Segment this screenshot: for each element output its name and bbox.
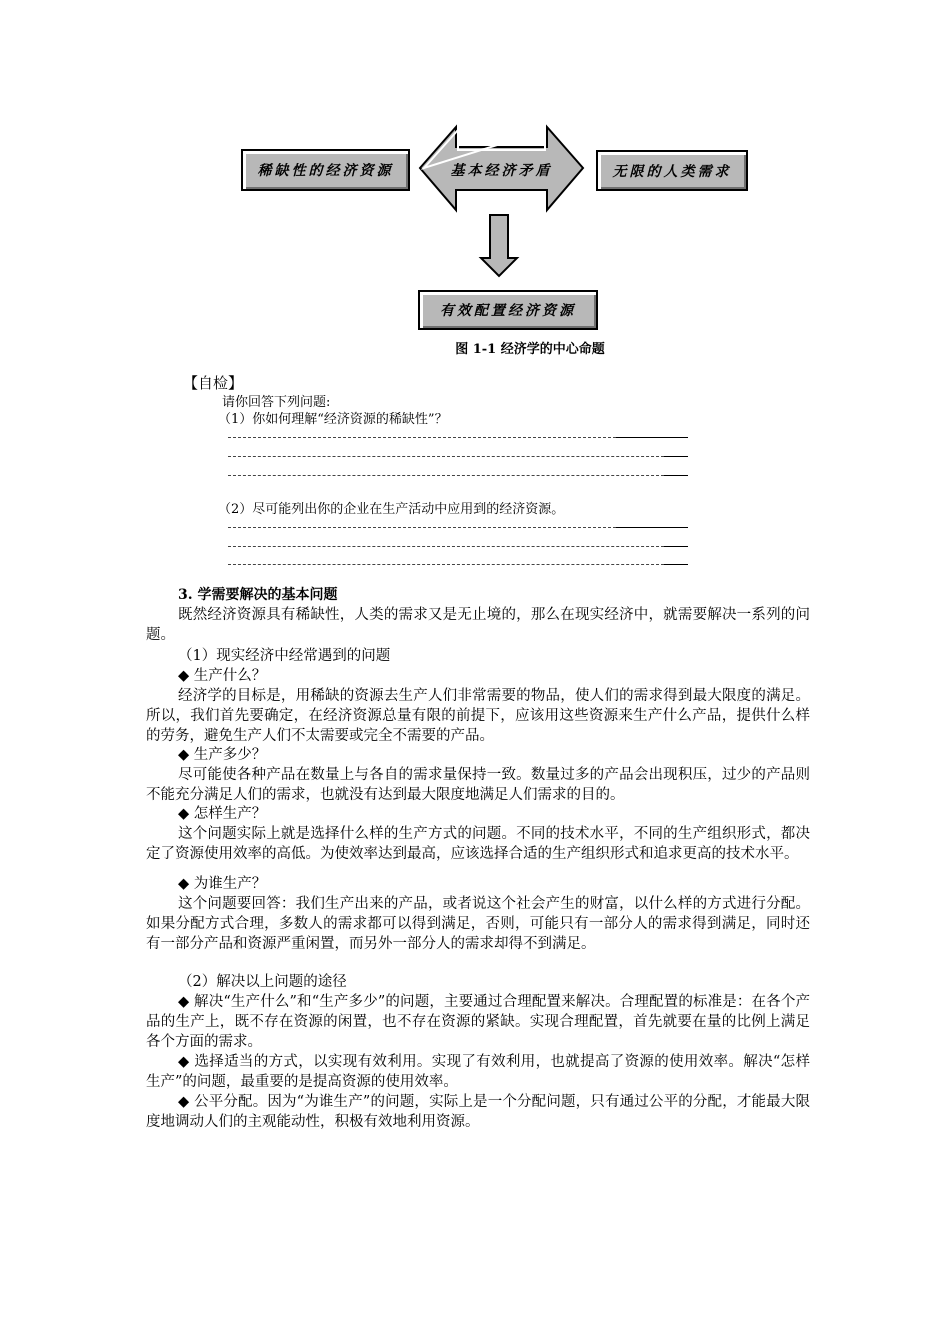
box-scarce-resources-label: 稀缺性的经济资源 [257,163,394,179]
section-intro: 既然经济资源具有稀缺性，人类的需求又是无止境的，那么在现实经济中，就需要解决一系列的问题。 [146,607,810,643]
bullet-how-to-produce-text: 这个问题实际上就是选择什么样的生产方式的问题。不同的技术水平，不同的生产组织形式，都决定了资源使用效率的高低。为使效率达到最高，应该选择合适的生产组织形式和追求更高的技术水平。 [146,826,810,862]
subsection-1-title: （1）现实经济中经常遇到的问题 [178,648,391,664]
answer-line[interactable] [228,546,664,547]
box-effective-allocation-label: 有效配置经济资源 [440,303,576,319]
answer-line-end [664,475,688,476]
box-unlimited-needs [596,150,748,191]
self-check-intro: 请你回答下列问题: [222,395,331,410]
bullet-how-much: ◆ 生产多少？ [178,747,267,763]
bullet-how-much-text: 尽可能使各种产品在数量上与各自的需求量保持一致。数量过多的产品会出现积压，过少的产品则不能充分满足人们的需求，也就没有达到最大限度地满足人们需求的目的。 [146,767,810,803]
answer-line[interactable] [228,437,616,438]
bullet-what-to-produce-text: 经济学的目标是，用稀缺的资源去生产人们非常需要的物品，使人们的需求得到最大限度的满足。所以，我们首先要确定，在经济资源总量有限的前提下，应该用这些资源来生产什么产品，提供什么样的劳务，避免生产人们不太需要或完全不需要的产品。 [146,688,810,744]
box-unlimited-needs-label: 无限的人类需求 [612,163,732,180]
box-scarce-resources [241,149,410,191]
self-check-title: 【自检】 [183,374,244,392]
solution-fair-distribution: ◆ 公平分配。因为“为谁生产”的问题，实际上是一个分配问题，只有通过公平的分配，才能最大限度地调动人们的主观能动性，积极有效地利用资源。 [146,1094,810,1130]
answer-line-end [616,437,688,438]
answer-line[interactable] [228,475,664,476]
bullet-how-to-produce: ◆ 怎样生产？ [178,806,267,822]
bullet-for-whom-text: 这个问题要回答：我们生产出来的产品，或者说这个社会产生的财富，以什么样的方式进行分配。如果分配方式合理，多数人的需求都可以得到满足，否则，可能只有一部分人的需求得到满足，同时还有一部分产品和资源严重闲置，而另外一部分人的需求却得不到满足。 [146,896,810,952]
section-heading: 3. 学需要解决的基本问题 [178,587,338,603]
answer-line[interactable] [228,527,616,528]
answer-line[interactable] [228,564,664,565]
answer-line-end [616,527,688,528]
answer-line-end [664,456,688,457]
subsection-2-title: （2）解决以上问题的途径 [178,974,347,990]
solution-efficiency: ◆ 选择适当的方式，以实现有效利用。实现了有效利用，也就提高了资源的使用效率。解决“怎样生产”的问题，最重要的是提高资源的使用效率。 [146,1054,810,1090]
question-1: （1）你如何理解“经济资源的稀缺性”？ [218,412,448,427]
down-arrow-shape [481,215,517,276]
arrow-basic-contradiction-label: 基本经济矛盾 [450,163,553,179]
answer-line-end [664,546,688,547]
bullet-what-to-produce: ◆ 生产什么？ [178,668,267,684]
bullet-for-whom: ◆ 为谁生产？ [178,876,267,892]
answer-line-end [664,564,688,565]
box-effective-allocation [418,290,598,330]
solution-allocation: ◆ 解决“生产什么”和“生产多少”的问题，主要通过合理配置来解决。合理配置的标准是：在各个产品的生产上，既不存在资源的闲置，也不存在资源的紧缺。实现合理配置，首先就要在量的比例上满足各个方面的需求。 [146,994,810,1050]
answer-line[interactable] [228,456,664,457]
figure-caption: 图 1-1 经济学的中心命题 [455,342,605,357]
question-2: （2）尽可能列出你的企业在生产活动中应用到的经济资源。 [218,502,565,517]
